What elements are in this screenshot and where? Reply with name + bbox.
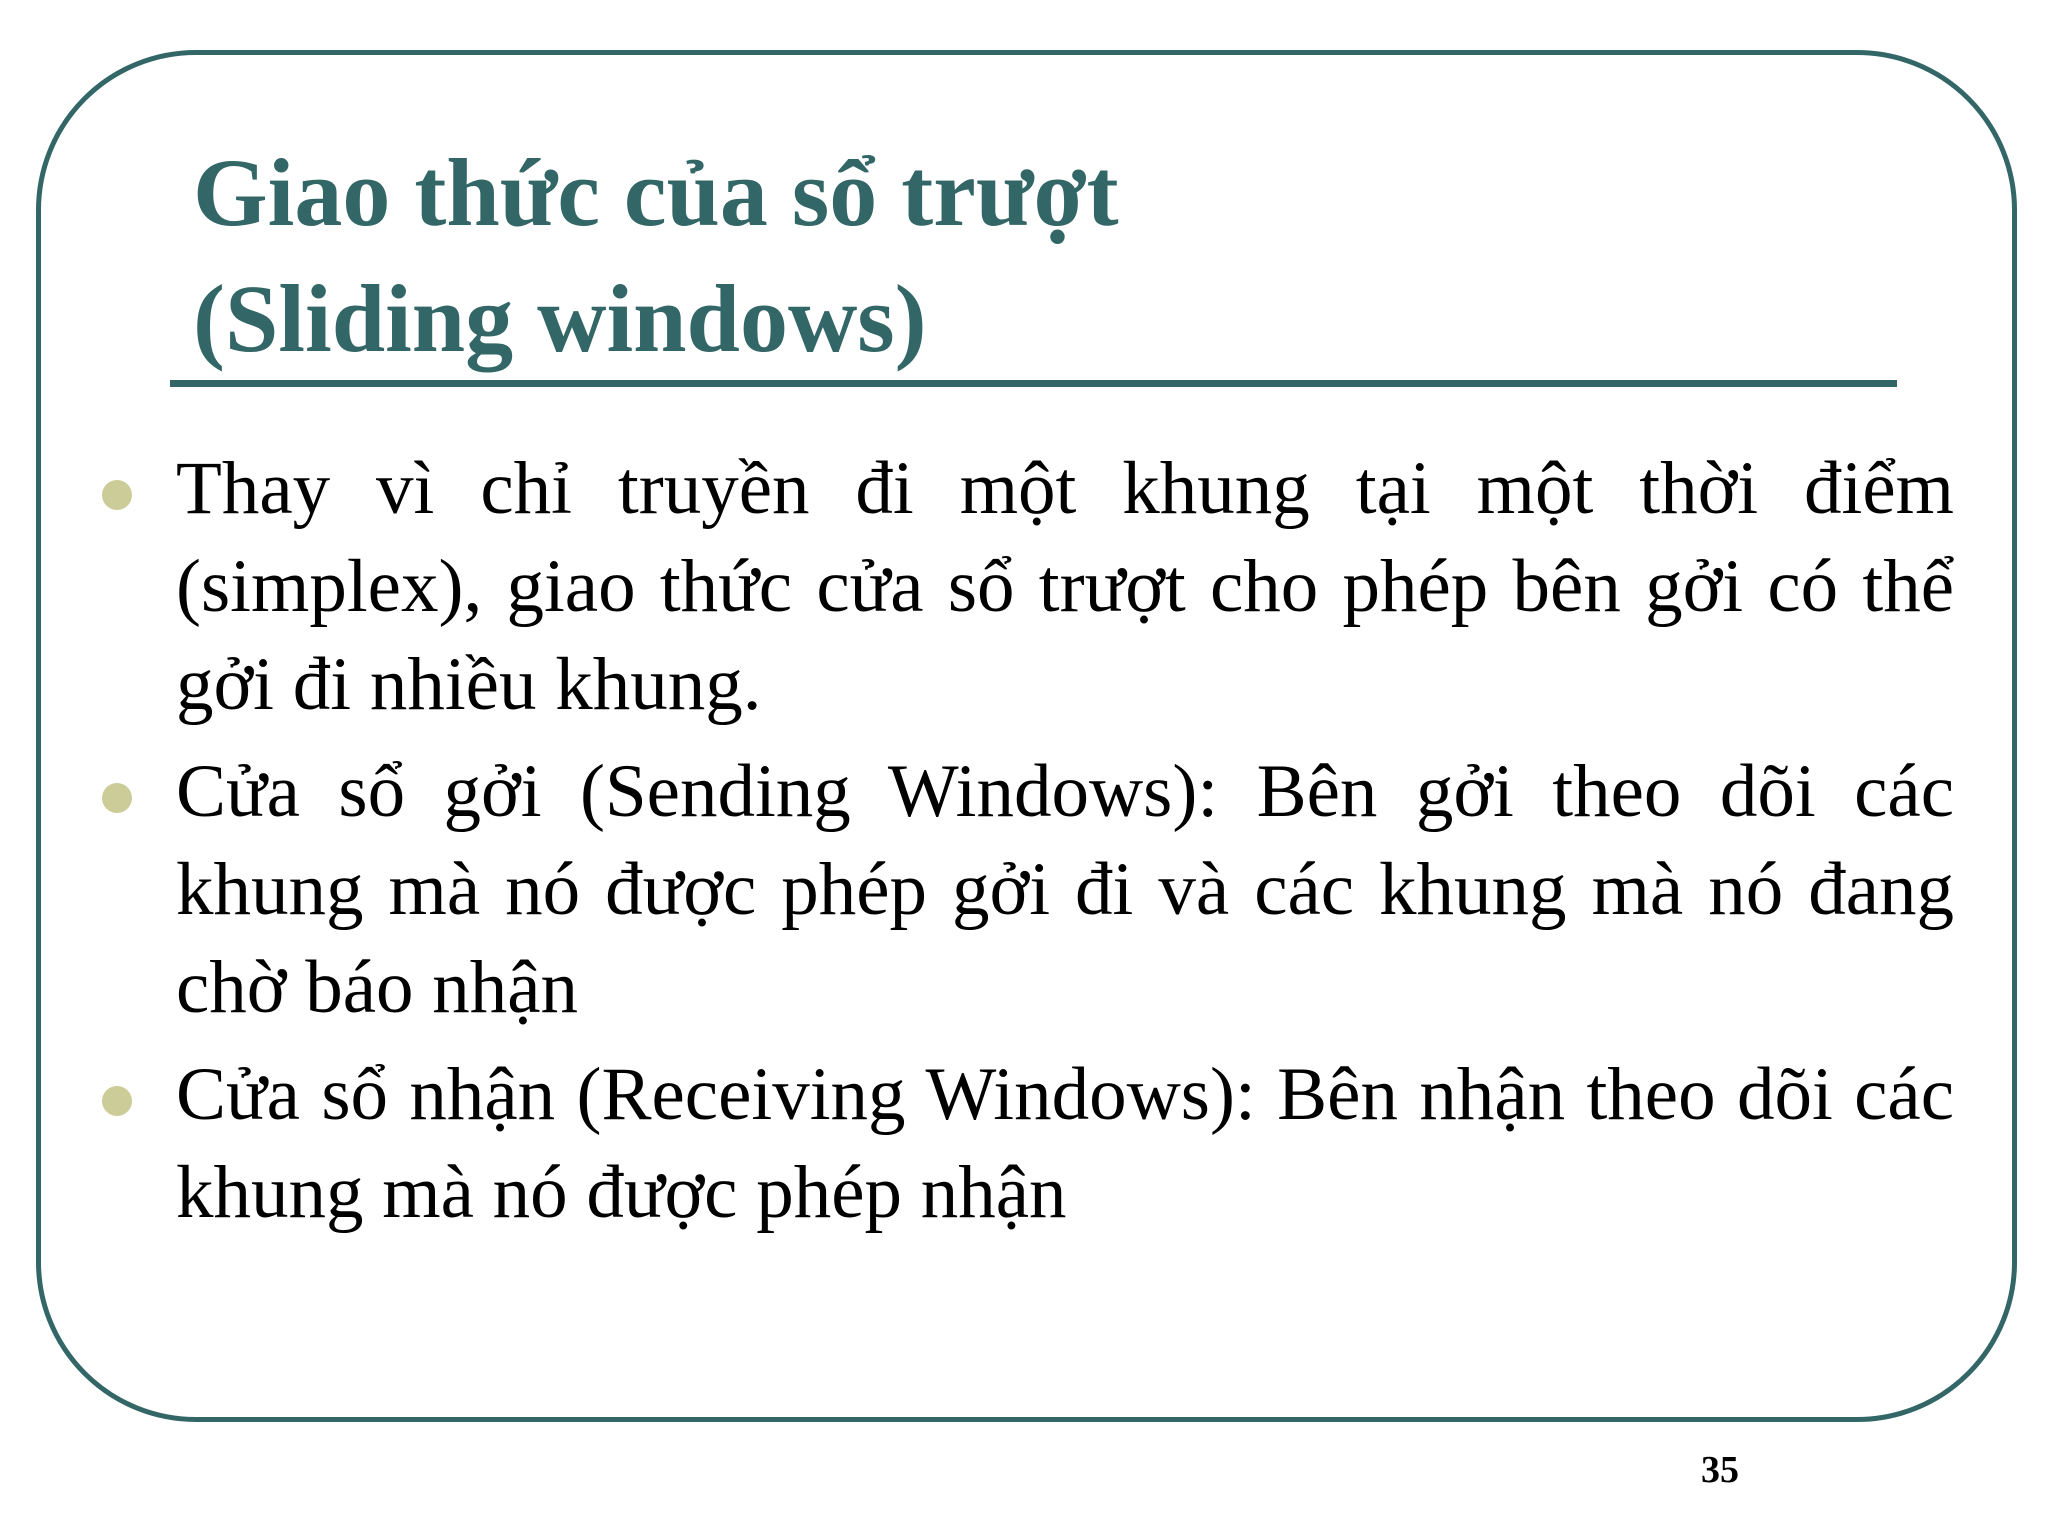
slide-title-line-1: Giao thức của sổ trượt [193,139,1119,246]
bullet-item-simplex [0,440,2048,734]
bullet-item-sending-windows [0,743,2048,1037]
bullet-dot-icon [102,1086,132,1116]
bullet-item-receiving-windows [0,1046,2048,1242]
slide-title [193,130,1893,382]
bullet-dot-icon [102,783,132,813]
bullet-dot-icon [102,480,132,510]
bullet-text: Cửa sổ nhận (Receiving Windows): Bên nhận theo dõi các khung mà nó được phép nhận [176,1053,1954,1234]
slide-title-line-2: (Sliding windows) [193,265,927,372]
title-underline [170,380,1897,387]
page-number: 35 [1701,1449,1739,1491]
bullet-text: Thay vì chỉ truyền đi một khung tại một thời điểm (simplex), giao thức cửa sổ trượt cho phép bên gởi có thể gởi đi nhiều khung. [176,447,1954,726]
bullet-list [0,440,2048,1242]
bullet-text: Cửa sổ gởi (Sending Windows): Bên gởi theo dõi các khung mà nó được phép gởi đi và các khung mà nó đang chờ báo nhận [176,750,1954,1029]
